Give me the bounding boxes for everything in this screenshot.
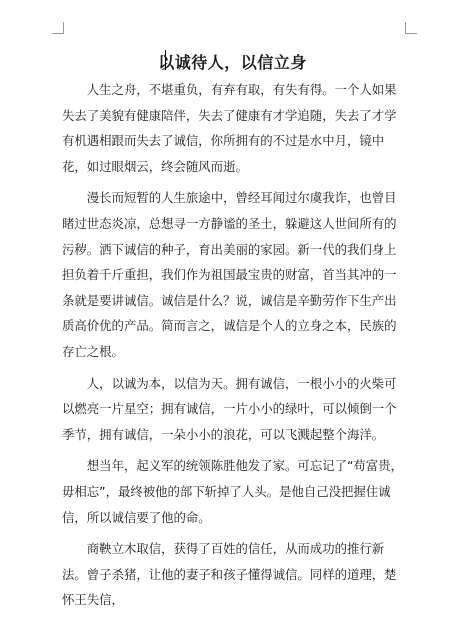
document-title[interactable]: 以诚待人，以信立身 [158, 53, 307, 72]
paragraph-4[interactable]: 想当年，起义军的统领陈胜他发了家。可忘记了“苟富贵，毋相忘”，最终被他的部下斩掉了人头。是他自己没把握住诚信，所以诚信要了他的命。 [62, 458, 403, 525]
paragraph-2[interactable]: 漫长而短暂的人生旅途中，曾经耳闻过尔虞我诈，也曾目睹过世态炎凉，总想寻一方静谧的圣土，躲避这人世间所有的污秽。洒下诚信的种子，育出美丽的家园。新一代的我们身上担负着千斤重担，我们作为祖国最宝贵的财富，首当其冲的一条就是要讲诚信。诚信是什么？说，诚信是辛勤劳作下生产出质高价优的产品。简而言之，诚信是个人的立身之本，民族的存亡之根。 [62, 190, 397, 359]
crop-mark-top-left [52, 22, 64, 34]
crop-mark-top-right [405, 22, 417, 34]
paragraph-5[interactable]: 商鞅立木取信，获得了百姓的信任，从而成功的推行新法。曾子杀猪，让他的妻子和孩子懂得诚信。同样的道理，楚怀王失信， [62, 541, 397, 608]
paragraph-1[interactable]: 人生之舟，不堪重负，有弃有取，有失有得。一个人如果失去了美貌有健康陪伴，失去了健康有才学追随，失去了才学有机遇相跟而失去了诚信，你所拥有的不过是水中月，镜中花，如过眼烟云，终会随风而逝。 [62, 82, 397, 174]
document-body[interactable] [62, 77, 404, 619]
paragraph-3[interactable]: 人，以诚为本，以信为天。拥有诚信，一根小小的火柴可以燃亮一片星空；拥有诚信，一片小小的绿叶，可以倾倒一个季节，拥有诚信，一朵小小的浪花，可以飞溅起整个海洋。 [62, 375, 397, 442]
